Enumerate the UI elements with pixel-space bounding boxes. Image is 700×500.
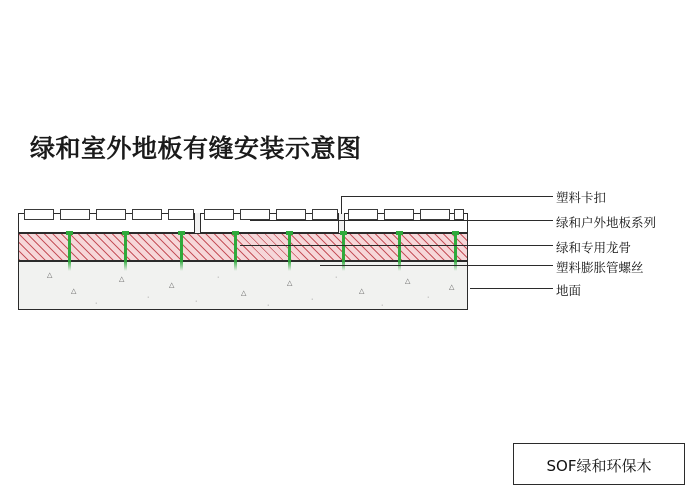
leader-line-joist — [240, 245, 553, 246]
deck-board — [276, 209, 306, 220]
deck-board — [312, 209, 338, 220]
deck-board — [60, 209, 90, 220]
deck-board — [24, 209, 54, 220]
callout-expansion-screw: 塑料膨胀管螺丝 — [556, 260, 644, 275]
callout-joist: 绿和专用龙骨 — [556, 240, 632, 255]
deck-board — [454, 209, 464, 220]
deck-board — [384, 209, 414, 220]
expansion-screw — [124, 233, 127, 271]
expansion-screw — [234, 233, 237, 271]
logo-box — [513, 443, 685, 485]
leader-line-decking — [250, 220, 553, 221]
deck-board — [348, 209, 378, 220]
deck-board — [132, 209, 162, 220]
deck-board — [96, 209, 126, 220]
leader-line-clip — [341, 196, 553, 197]
deck-board — [240, 209, 270, 220]
leader-line-clip-vertical — [341, 196, 342, 214]
leader-line-screw — [320, 265, 553, 266]
deck-board — [168, 209, 194, 220]
callout-ground: 地面 — [556, 283, 582, 298]
plastic-clip — [194, 213, 201, 233]
deck-board — [420, 209, 450, 220]
plastic-clip — [338, 213, 345, 233]
leader-line-ground — [470, 288, 553, 289]
callout-decking-series: 绿和户外地板系列 — [556, 215, 657, 230]
page-title: 绿和室外地板有缝安装示意图 — [30, 135, 362, 163]
expansion-screw — [180, 233, 183, 271]
expansion-screw — [288, 233, 291, 271]
deck-board — [204, 209, 234, 220]
expansion-screw — [68, 233, 71, 271]
brand-name: SOF绿和环保木 — [546, 457, 652, 475]
ground-layer: △ △ · △ · △ · · △ · △ · · △ · △ · △ — [18, 261, 468, 310]
callout-plastic-clip: 塑料卡扣 — [556, 190, 607, 205]
cross-section-drawing — [18, 205, 468, 315]
